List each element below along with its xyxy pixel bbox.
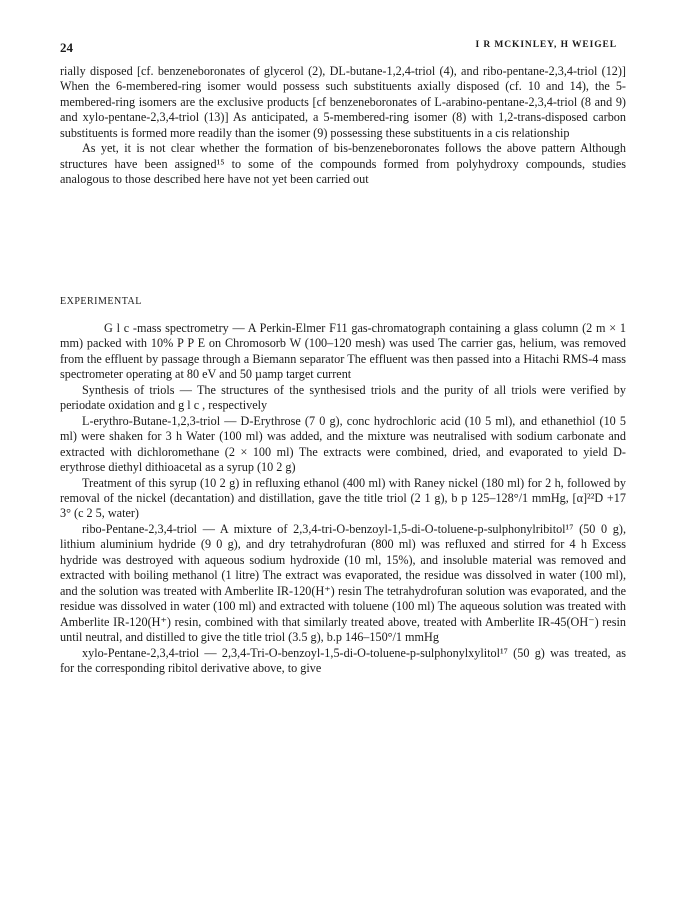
page-number: 24 [60, 40, 73, 55]
discussion-text [60, 64, 626, 188]
page-header [60, 40, 617, 56]
running-head: I R MCKINLEY, H WEIGEL [475, 40, 617, 50]
experimental-text [60, 321, 626, 676]
discussion-paragraph-1: rially disposed [cf. benzeneboronates of glycerol (2), DL-butane-1,2,4-triol (4), and ribo-pentane-2,3,4-triol (12)] When the 6-membered-ring isomer would possess such substituents axially disposed (cf. 10 and 14), the 5-membered-ring isomers are the exclusive products [cf benzeneboronates of L-arabino-pentane-2,3,4-triol (8 and 9) and xylo-pentane-2,3,4-triol (13)] As anticipated, a 5-membered-ring isomer (8) with 1,2-trans-disposed carbon substituents is formed more readily than the isomer (9) possessing these substituents in a cis relationship [60, 64, 626, 140]
discussion-paragraph-2: As yet, it is not clear whether the formation of bis-benzeneboronates follows the above pattern Although structures have been assigned¹⁵ to some of the compounds formed from polyhydroxy compounds, studies analogous to those described here have not yet been carried out [60, 141, 626, 187]
butanetriol-paragraph: L-erythro-Butane-1,2,3-triol — D-Erythrose (7 0 g), conc hydrochloric acid (10 5 ml), and ethanethiol (10 5 ml) were shaken for 3 h Water (100 ml) was added, and the mixture was neutralised with sodium carbonate and extracted with dichloromethane (2 × 100 ml) The extracts were combined, dried, and evaporated to yield D-erythrose diethyl dithioacetal as a syrup (10 2 g) [60, 413, 626, 475]
synthesis-paragraph: Synthesis of triols — The structures of the synthesised triols and the purity of all triols were verified by periodate oxidation and g l c , respectively [60, 382, 626, 413]
raney-nickel-paragraph: Treatment of this syrup (10 2 g) in refluxing ethanol (400 ml) with Raney nickel (180 ml) for 2 h, followed by removal of the nickel (decantation) and distillation, gave the title triol (2 1 g), b p 125–128°/1 mmHg, [α]²²D +17 3° (c 2 5, water) [60, 475, 626, 521]
xylo-pentanetriol-paragraph: xylo-Pentane-2,3,4-triol — 2,3,4-Tri-O-benzoyl-1,5-di-O-toluene-p-sulphonylxylitol¹⁷ (50 g) was treated, as for the corresponding ribitol derivative above, to give [60, 645, 626, 675]
glc-ms-paragraph: G l c -mass spectrometry — A Perkin-Elmer F11 gas-chromatograph containing a glass column (2 m × 1 mm) packed with 10% P P E on Chromosorb W (100–120 mesh) was used The carrier gas, helium, was removed from the effluent by passage through a Biemann separator The effluent was then passed into a Hitachi RMS-4 mass spectrometer operating at 80 eV and 50 µamp target current [60, 321, 626, 382]
experimental-heading: EXPERIMENTAL [60, 296, 142, 307]
ribo-pentanetriol-paragraph: ribo-Pentane-2,3,4-triol — A mixture of 2,3,4-tri-O-benzoyl-1,5-di-O-toluene-p-sulphonylribitol¹⁷ (50 0 g), lithium aluminium hydride (9 0 g), and dry tetrahydrofuran (800 ml) was refluxed and stirred for 4 h Excess hydride was destroyed with aqueous sodium hydroxide (10 ml, 15%), and insoluble material was removed and extracted with boiling methanol (1 litre) The extract was evaporated, the residue was dissolved in water (100 ml), and the solution was treated with Amberlite IR-120(H⁺) resin The tetrahydrofuran solution was evaporated, and the residue was dissolved in water (100 ml) and extracted with toluene (100 ml) The aqueous solution was treated with Amberlite IR-120(H⁺) resin, combined with that similarly treated above, treated with Amberlite IR-45(OH⁻) resin until neutral, and distilled to give the title triol (3.5 g), b.p 146–150°/1 mmHg [60, 521, 626, 645]
